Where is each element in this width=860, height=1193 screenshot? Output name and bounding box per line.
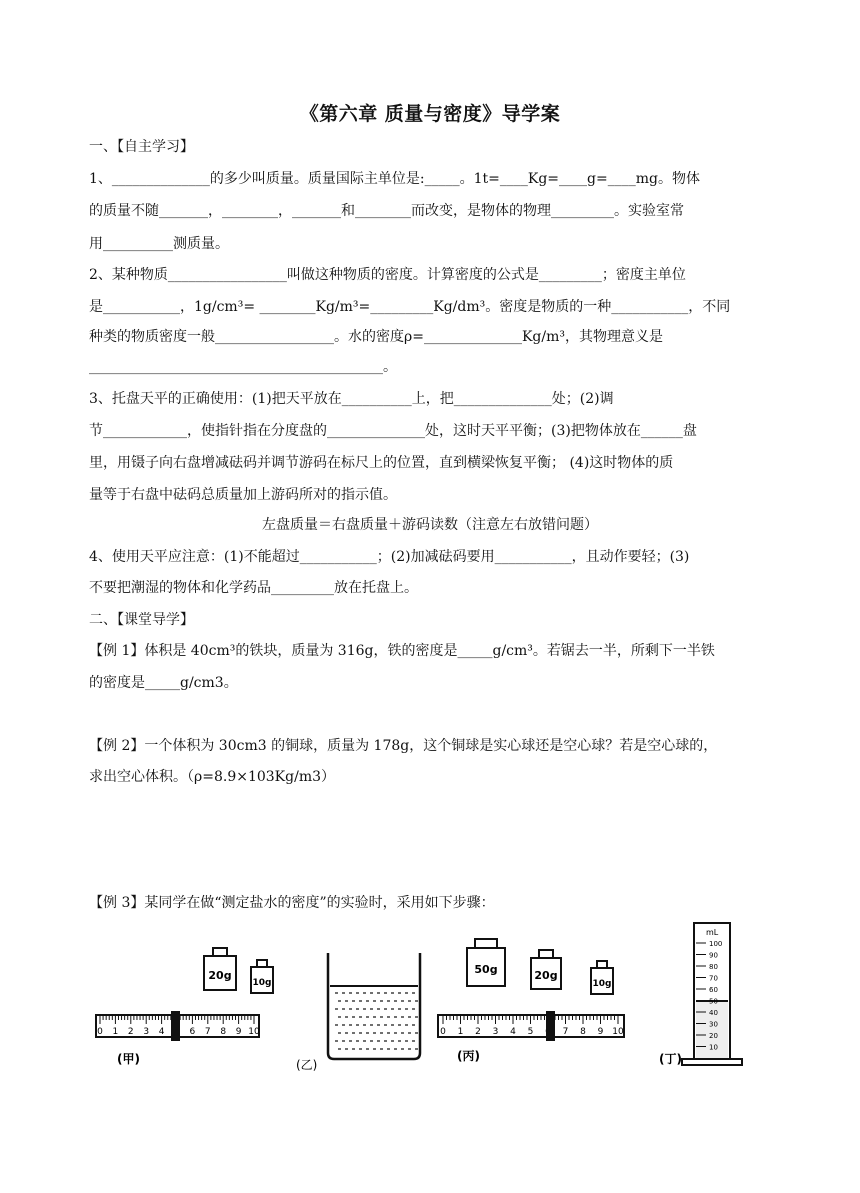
example-2-line-2: 求出空心体积。（ρ=8.9×103Kg/m3） <box>89 769 335 785</box>
ruler-tick-label: 1 <box>457 1027 464 1037</box>
cylinder-base <box>682 1059 742 1065</box>
cylinder-tick-label: 60 <box>709 986 718 994</box>
cylinder-tick-label: 90 <box>709 951 718 960</box>
ruler-tick-label: 1 <box>112 1027 119 1037</box>
ruler-tick-label: 8 <box>580 1027 586 1037</box>
question-3-line-1: 3、托盘天平的正确使用：(1)把天平放在__________上，把______________处；(2)调 <box>89 391 614 407</box>
ruler-tick-label: 7 <box>562 1027 569 1037</box>
cylinder-tick-label: 30 <box>709 1020 718 1029</box>
label-bing: (丙) <box>457 1049 480 1063</box>
figure-yi <box>296 953 420 1072</box>
question-4-line-1: 4、使用天平应注意：(1)不能超过___________；(2)加减砝码要用___________，且动作要轻；(3) <box>89 549 690 565</box>
cylinder-tick-label: 10 <box>709 1043 718 1052</box>
section-heading-self-study: 一、【自主学习】 <box>89 139 194 155</box>
figure-jia <box>96 948 273 1066</box>
label-jia: (甲) <box>117 1052 140 1066</box>
ruler-tick-label: 9 <box>235 1027 242 1037</box>
cylinder-tick-label: 50 <box>709 997 718 1006</box>
example-3-line-1: 【例 3】某同学在做“测定盐水的密度”的实验时，采用如下步骤： <box>89 895 495 911</box>
cylinder-tick-label: 80 <box>709 963 718 971</box>
question-3-line-2: 节____________，使指针指在分度盘的______________处，这时天平平衡；(3)把物体放在______盘 <box>89 423 697 439</box>
ruler-jia <box>96 1011 260 1041</box>
question-2-line-4: __________________________________________。 <box>89 359 397 375</box>
ruler-tick-label: 8 <box>220 1027 227 1037</box>
ruler-tick-label: 5 <box>527 1027 534 1037</box>
section-heading-class-guide: 二、【课堂导学】 <box>89 612 194 628</box>
ruler-tick-label: 6 <box>189 1027 196 1037</box>
ruler-tick-label: 7 <box>204 1027 211 1037</box>
weight-20g-c <box>531 950 561 989</box>
cylinder-tick-label: 70 <box>709 974 718 983</box>
ruler-tick-label: 0 <box>440 1027 446 1037</box>
balance-formula: 左盘质量＝右盘质量＋游码读数（注意左右放错问题） <box>262 517 598 533</box>
ruler-tick-label: 0 <box>97 1027 103 1037</box>
question-4-line-2: 不要把潮湿的物体和化学药品_________放在托盘上。 <box>89 580 418 596</box>
page-title: 《第六章 质量与密度》导学案 <box>299 103 561 125</box>
question-2-line-3: 种类的物质密度一般_________________。水的密度ρ=______________Kg/m³，其物理意义是 <box>89 329 663 345</box>
question-3-line-4: 量等于右盘中砝码总质量加上游码所对的指示值。 <box>89 487 397 503</box>
experiment-figures <box>0 915 860 1085</box>
rider-jia <box>171 1011 180 1041</box>
question-2-line-1: 2、某种物质_________________叫做这种物质的密度。计算密度的公式是_________；密度主单位 <box>89 267 686 283</box>
svg-text:10g: 10g <box>592 979 612 989</box>
weight-10g-a <box>251 960 273 993</box>
ruler-tick-label: 4 <box>510 1027 516 1037</box>
svg-text:50g: 50g <box>474 963 498 976</box>
cylinder-tick-label: 20 <box>709 1032 718 1040</box>
example-1-line-1: 【例 1】体积是 40cm³的铁块，质量为 316g，铁的密度是_____g/cm³。若锯去一半，所剩下一半铁 <box>89 643 715 659</box>
question-3-line-3: 里，用镊子向右盘增减砝码并调节游码在标尺上的位置，直到横梁恢复平衡； (4)这时物体的质 <box>89 455 674 471</box>
ruler-tick-label: 2 <box>127 1027 134 1037</box>
question-1-line-2: 的质量不随_______，________，_______和________而改变，是物体的物理_________。实验室常 <box>89 203 684 219</box>
ruler-tick-label: 3 <box>143 1027 150 1037</box>
rider-bing <box>546 1011 555 1041</box>
ruler-tick-label: 10 <box>248 1027 260 1037</box>
ruler-tick-label: 2 <box>475 1027 481 1037</box>
ruler-tick-label: 4 <box>158 1027 165 1037</box>
weight-20g-a <box>204 948 236 990</box>
question-2-line-2: 是___________，1g/cm³= ________Kg/m³=_________Kg/dm³。密度是物质的一种___________，不同 <box>89 299 731 315</box>
cylinder-tick-label: 100 <box>709 940 723 948</box>
label-yi: (乙) <box>296 1058 318 1072</box>
ruler-tick-label: 9 <box>597 1027 604 1037</box>
liquid <box>331 986 417 1056</box>
question-1-line-3: 用__________测质量。 <box>89 236 229 252</box>
svg-text:20g: 20g <box>534 969 558 982</box>
label-ding: (丁) <box>659 1052 682 1066</box>
question-1-line-1: 1、______________的多少叫质量。质量国际主单位是:_____。1t=____Kg=____g=____mg。物体 <box>89 171 700 187</box>
figure-bing <box>438 939 624 1063</box>
weight-10g-c <box>591 961 613 994</box>
cylinder-tick-label: 40 <box>709 1009 718 1017</box>
svg-text:20g: 20g <box>208 969 232 982</box>
ruler-tick-label: 10 <box>612 1027 624 1037</box>
figure-ding <box>659 923 742 1066</box>
svg-text:10g: 10g <box>252 978 272 988</box>
cylinder-unit: mL <box>706 928 719 937</box>
ruler-tick-label: 3 <box>492 1027 499 1037</box>
example-1-line-2: 的密度是_____g/cm3。 <box>89 675 238 691</box>
weight-50g <box>467 939 505 986</box>
example-2-line-1: 【例 2】一个体积为 30cm3 的铜球，质量为 178g，这个铜球是实心球还是空心球？若是空心球的， <box>89 738 718 754</box>
ruler-bing <box>438 1011 624 1041</box>
